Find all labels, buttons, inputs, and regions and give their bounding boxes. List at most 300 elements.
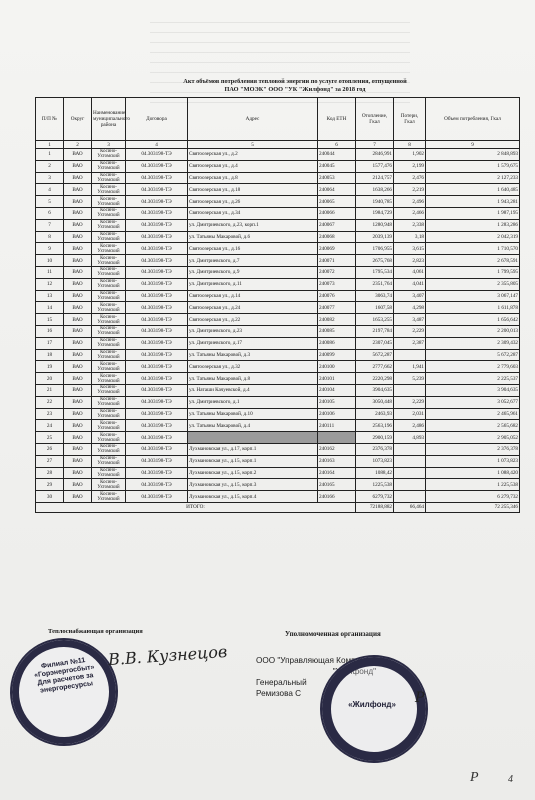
contract-cell: 04.303198-ТЭ (126, 314, 188, 326)
district-cell: ВАО (64, 432, 92, 444)
volume-cell: 2 779,603 (426, 361, 520, 373)
heating-cell: 2197,784 (356, 325, 394, 337)
municipal-area-cell: Косино-Ухтомский (92, 278, 126, 290)
address-cell: ул. Татьяны Макаровой, д.10 (188, 408, 318, 420)
losses-cell: 3,487 (394, 314, 426, 326)
table-row (36, 361, 520, 373)
column-number: 6 (318, 141, 356, 149)
address-cell: Святоозерская ул., д.18 (188, 184, 318, 196)
losses-cell (394, 479, 426, 491)
contract-cell: 04.303198-ТЭ (126, 491, 188, 503)
table-row (36, 196, 520, 208)
etn-code-cell: 240099 (318, 349, 356, 361)
heating-cell: 1225,538 (356, 479, 394, 491)
org-line-1: ООО "Управляющая Компания (256, 656, 374, 665)
losses-cell: 3,18 (394, 231, 426, 243)
contract-cell: 04.303198-ТЭ (126, 172, 188, 184)
address-cell: Лухмановская ул., д.17, корп.1 (188, 443, 318, 455)
supplier-signature: В.В. Кузнецов (107, 641, 228, 670)
etn-code-cell: 240101 (318, 373, 356, 385)
row-number: 13 (36, 290, 64, 302)
volume-cell: 1 611,878 (426, 302, 520, 314)
address-cell: Святоозерская ул., д.22 (188, 314, 318, 326)
heating-cell: 1984,729 (356, 207, 394, 219)
table-row (36, 349, 520, 361)
address-cell: Лухмановская ул., д.15, корп.3 (188, 479, 318, 491)
address-cell: Святоозерская ул., д.26 (188, 196, 318, 208)
table-row (36, 467, 520, 479)
contract-cell: 04.303198-ТЭ (126, 255, 188, 267)
document-title (60, 78, 530, 94)
volume-cell: 2 848,893 (426, 149, 520, 161)
municipal-area-cell: Косино-Ухтомский (92, 219, 126, 231)
table-row (36, 325, 520, 337)
contract-cell: 04.303198-ТЭ (126, 467, 188, 479)
address-cell: Святоозерская ул., д.24 (188, 302, 318, 314)
total-heating: 72188,882 (356, 502, 394, 512)
address-cell: Святоозерская ул., д.8 (188, 172, 318, 184)
municipal-area-cell: Косино-Ухтомский (92, 184, 126, 196)
heating-cell: 2900,159 (356, 432, 394, 444)
table-header-row (36, 98, 520, 141)
heating-cell: 1706,955 (356, 243, 394, 255)
corner-initials: Р (470, 770, 479, 785)
contract-cell: 04.303198-ТЭ (126, 408, 188, 420)
municipal-area-cell: Косино-Ухтомский (92, 455, 126, 467)
losses-cell: 1,902 (394, 149, 426, 161)
losses-cell: 4,893 (394, 432, 426, 444)
volume-cell: 1 943,281 (426, 196, 520, 208)
municipal-area-cell: Косино-Ухтомский (92, 384, 126, 396)
municipal-area-cell: Косино-Ухтомский (92, 361, 126, 373)
table-row (36, 243, 520, 255)
district-cell: ВАО (64, 266, 92, 278)
volume-cell: 1 088,420 (426, 467, 520, 479)
org-line-2: "Жилфонд" (332, 667, 376, 676)
row-number: 24 (36, 420, 64, 432)
row-number: 30 (36, 491, 64, 503)
table-row (36, 337, 520, 349)
district-cell: ВАО (64, 455, 92, 467)
losses-cell: 3,615 (394, 243, 426, 255)
losses-cell: 2,031 (394, 408, 426, 420)
column-header: Объем потребления, Гкал (426, 98, 520, 141)
contract-cell: 04.303198-ТЭ (126, 396, 188, 408)
etn-code-cell: 240068 (318, 231, 356, 243)
column-number: 1 (36, 141, 64, 149)
row-number: 10 (36, 255, 64, 267)
supplier-stamp-text: Филиал №11 «Горэнергосбыт» Для расчетов за энергоресурсы (33, 657, 95, 695)
losses-cell: 2,823 (394, 255, 426, 267)
column-header: Адрес (188, 98, 318, 141)
row-number: 18 (36, 349, 64, 361)
volume-cell: 1 710,570 (426, 243, 520, 255)
municipal-area-cell: Косино-Ухтомский (92, 396, 126, 408)
table-row (36, 207, 520, 219)
heating-cell: 3050,448 (356, 396, 394, 408)
address-cell: Святоозерская ул., д.34 (188, 207, 318, 219)
table-body (36, 149, 520, 503)
district-cell: ВАО (64, 325, 92, 337)
district-cell: ВАО (64, 278, 92, 290)
etn-code-cell: 240100 (318, 361, 356, 373)
table-row (36, 420, 520, 432)
contract-cell: 04.303198-ТЭ (126, 149, 188, 161)
municipal-area-cell: Косино-Ухтомский (92, 373, 126, 385)
authorized-org-stamp-icon (320, 655, 428, 763)
address-cell: Лухмановская ул., д.15, корп.2 (188, 467, 318, 479)
etn-code-cell: 240073 (318, 278, 356, 290)
heating-cell: 1653,255 (356, 314, 394, 326)
district-cell: ВАО (64, 149, 92, 161)
table-row (36, 184, 520, 196)
losses-cell: 2,229 (394, 325, 426, 337)
municipal-area-cell: Косино-Ухтомский (92, 160, 126, 172)
row-number: 23 (36, 408, 64, 420)
address-cell: Лухмановская ул., д.15, корп.1 (188, 455, 318, 467)
volume-cell: 2 225,537 (426, 373, 520, 385)
losses-cell: 2,466 (394, 207, 426, 219)
losses-cell: 2,219 (394, 184, 426, 196)
heating-cell: 2563,196 (356, 420, 394, 432)
address-cell: Святоозерская ул., д.2 (188, 149, 318, 161)
column-header: Потери, Гкал (394, 98, 426, 141)
heating-cell: 2220,298 (356, 373, 394, 385)
row-number: 3 (36, 172, 64, 184)
volume-cell: 2 565,682 (426, 420, 520, 432)
table-row (36, 491, 520, 503)
municipal-area-cell: Косино-Ухтомский (92, 243, 126, 255)
address-cell: ул. Дмитриевского, д.7 (188, 255, 318, 267)
losses-cell: 4,298 (394, 302, 426, 314)
table-row (36, 373, 520, 385)
contract-cell: 04.303198-ТЭ (126, 373, 188, 385)
etn-code-cell: 240071 (318, 255, 356, 267)
losses-cell: 2,199 (394, 160, 426, 172)
row-number: 22 (36, 396, 64, 408)
total-label: ИТОГО: (36, 502, 356, 512)
contract-cell: 04.303198-ТЭ (126, 443, 188, 455)
address-cell: ул. Дмитриевского, д.23, корп.1 (188, 219, 318, 231)
heating-cell: 1280,948 (356, 219, 394, 231)
address-cell: ул. Дмитриевского, д.1 (188, 396, 318, 408)
column-number: 2 (64, 141, 92, 149)
address-cell (188, 432, 318, 444)
district-cell: ВАО (64, 243, 92, 255)
address-cell: ул. Наташи Качуевской, д.4 (188, 384, 318, 396)
column-number: 5 (188, 141, 318, 149)
table-row (36, 290, 520, 302)
table-row (36, 219, 520, 231)
etn-code-cell: 240053 (318, 172, 356, 184)
district-cell: ВАО (64, 255, 92, 267)
total-losses: 66,464 (394, 502, 426, 512)
row-number: 9 (36, 243, 64, 255)
column-header: Отопление, Гкал (356, 98, 394, 141)
table-row (36, 396, 520, 408)
title-line-1: Акт объёмов потребления тепловой энергии по услуге отопления, отпущенной (183, 78, 407, 85)
volume-cell: 1 640,485 (426, 184, 520, 196)
volume-cell: 2 355,805 (426, 278, 520, 290)
heating-cell: 2039,139 (356, 231, 394, 243)
municipal-area-cell: Косино-Ухтомский (92, 420, 126, 432)
district-cell: ВАО (64, 337, 92, 349)
volume-cell: 3 904,635 (426, 384, 520, 396)
contract-cell: 04.303198-ТЭ (126, 184, 188, 196)
row-number: 27 (36, 455, 64, 467)
district-cell: ВАО (64, 196, 92, 208)
municipal-area-cell: Косино-Ухтомский (92, 172, 126, 184)
contract-cell: 04.303198-ТЭ (126, 337, 188, 349)
column-number: 8 (394, 141, 426, 149)
contract-cell: 04.303198-ТЭ (126, 432, 188, 444)
etn-code-cell: 240106 (318, 408, 356, 420)
row-number: 11 (36, 266, 64, 278)
table-row (36, 266, 520, 278)
table-row (36, 278, 520, 290)
contract-cell: 04.303198-ТЭ (126, 361, 188, 373)
heating-cell: 2846,991 (356, 149, 394, 161)
row-number: 5 (36, 196, 64, 208)
row-number: 29 (36, 479, 64, 491)
etn-code-cell: 240065 (318, 196, 356, 208)
org-line-3: Генеральный (256, 678, 307, 687)
municipal-area-cell: Косино-Ухтомский (92, 349, 126, 361)
municipal-area-cell: Косино-Ухтомский (92, 479, 126, 491)
municipal-area-cell: Косино-Ухтомский (92, 491, 126, 503)
municipal-area-cell: Косино-Ухтомский (92, 408, 126, 420)
etn-code-cell: 240111 (318, 420, 356, 432)
row-number: 25 (36, 432, 64, 444)
etn-code-cell: 240064 (318, 184, 356, 196)
volume-cell: 1 987,195 (426, 207, 520, 219)
contract-cell: 04.303198-ТЭ (126, 455, 188, 467)
column-header: Договора (126, 98, 188, 141)
column-number: 9 (426, 141, 520, 149)
address-cell: Лухмановская ул., д.15, корп.4 (188, 491, 318, 503)
heating-cell: 1940,785 (356, 196, 394, 208)
district-cell: ВАО (64, 172, 92, 184)
volume-cell: 2 465,961 (426, 408, 520, 420)
table-row (36, 443, 520, 455)
district-cell: ВАО (64, 160, 92, 172)
volume-cell: 1 225,538 (426, 479, 520, 491)
losses-cell: 2,496 (394, 196, 426, 208)
address-cell: Святоозерская ул., д.4 (188, 160, 318, 172)
district-cell: ВАО (64, 302, 92, 314)
address-cell: ул. Татьяны Макаровой, д.6 (188, 231, 318, 243)
district-cell: ВАО (64, 396, 92, 408)
municipal-area-cell: Косино-Ухтомский (92, 149, 126, 161)
address-cell: ул. Дмитриевского, д.9 (188, 266, 318, 278)
etn-code-cell: 240045 (318, 160, 356, 172)
table-row (36, 408, 520, 420)
losses-cell: 2,476 (394, 172, 426, 184)
district-cell: ВАО (64, 231, 92, 243)
etn-code-cell: 240077 (318, 302, 356, 314)
contract-cell: 04.303198-ТЭ (126, 266, 188, 278)
heating-cell: 3063,74 (356, 290, 394, 302)
losses-cell: 1,941 (394, 361, 426, 373)
municipal-area-cell: Косино-Ухтомский (92, 432, 126, 444)
losses-cell: 2,338 (394, 219, 426, 231)
contract-cell: 04.303198-ТЭ (126, 302, 188, 314)
etn-code-cell: 240165 (318, 479, 356, 491)
table-row (36, 160, 520, 172)
address-cell: ул. Дмитриевского, д.23 (188, 325, 318, 337)
authorized-org-stamp-text: «Жилфонд» (348, 700, 396, 709)
volume-cell: 3 052,677 (426, 396, 520, 408)
municipal-area-cell: Косино-Ухтомский (92, 231, 126, 243)
column-header: П/П № (36, 98, 64, 141)
volume-cell: 6 279,732 (426, 491, 520, 503)
losses-cell: 4,061 (394, 266, 426, 278)
row-number: 8 (36, 231, 64, 243)
district-cell: ВАО (64, 184, 92, 196)
volume-cell: 2 309,432 (426, 337, 520, 349)
table-row (36, 314, 520, 326)
contract-cell: 04.303198-ТЭ (126, 384, 188, 396)
contract-cell: 04.303198-ТЭ (126, 243, 188, 255)
etn-code-cell: 240104 (318, 384, 356, 396)
losses-cell: 5,239 (394, 373, 426, 385)
district-cell: ВАО (64, 373, 92, 385)
row-number: 7 (36, 219, 64, 231)
heating-cell: 1088,42 (356, 467, 394, 479)
district-cell: ВАО (64, 361, 92, 373)
row-number: 1 (36, 149, 64, 161)
etn-code-cell (318, 432, 356, 444)
heating-cell: 2777,662 (356, 361, 394, 373)
district-cell: ВАО (64, 290, 92, 302)
losses-cell (394, 349, 426, 361)
row-number: 12 (36, 278, 64, 290)
etn-code-cell: 240166 (318, 491, 356, 503)
etn-code-cell: 240082 (318, 314, 356, 326)
table-row (36, 384, 520, 396)
row-number: 14 (36, 302, 64, 314)
table-row (36, 432, 520, 444)
column-header: Округ (64, 98, 92, 141)
etn-code-cell: 240069 (318, 243, 356, 255)
title-line-2: ПАО "МОЭК" ООО "УК "Жилфонд" за 2018 год (224, 86, 366, 93)
address-cell: ул. Татьяны Макаровой, д.8 (188, 373, 318, 385)
municipal-area-cell: Косино-Ухтомский (92, 325, 126, 337)
table-row (36, 231, 520, 243)
volume-cell: 1 656,642 (426, 314, 520, 326)
volume-cell: 2 127,233 (426, 172, 520, 184)
municipal-area-cell: Косино-Ухтомский (92, 302, 126, 314)
column-number: 3 (92, 141, 126, 149)
heating-cell: 3904,635 (356, 384, 394, 396)
volume-cell: 1 073,823 (426, 455, 520, 467)
row-number: 20 (36, 373, 64, 385)
address-cell: ул. Татьяны Макаровой, д.3 (188, 349, 318, 361)
district-cell: ВАО (64, 491, 92, 503)
contract-cell: 04.303198-ТЭ (126, 278, 188, 290)
org-line-4: Ремизова С (256, 689, 302, 698)
etn-code-cell: 240085 (318, 325, 356, 337)
contract-cell: 04.303198-ТЭ (126, 479, 188, 491)
losses-cell: 2,486 (394, 420, 426, 432)
losses-cell (394, 384, 426, 396)
etn-code-cell: 240072 (318, 266, 356, 278)
total-volume: 72 255,346 (426, 502, 520, 512)
row-number: 16 (36, 325, 64, 337)
heating-cell: 2351,764 (356, 278, 394, 290)
table-row (36, 255, 520, 267)
etn-code-cell: 240164 (318, 467, 356, 479)
authorized-org-signature: Р (415, 690, 425, 706)
losses-cell: 2,229 (394, 396, 426, 408)
volume-cell: 2 376,378 (426, 443, 520, 455)
contract-cell: 04.303198-ТЭ (126, 207, 188, 219)
district-cell: ВАО (64, 408, 92, 420)
municipal-area-cell: Косино-Ухтомский (92, 314, 126, 326)
district-cell: ВАО (64, 443, 92, 455)
contract-cell: 04.303198-ТЭ (126, 231, 188, 243)
municipal-area-cell: Косино-Ухтомский (92, 290, 126, 302)
column-number: 4 (126, 141, 188, 149)
address-cell: ул. Дмитриевского, д.11 (188, 278, 318, 290)
municipal-area-cell: Косино-Ухтомский (92, 467, 126, 479)
municipal-area-cell: Косино-Ухтомский (92, 255, 126, 267)
address-cell: ул. Дмитриевского, д.17 (188, 337, 318, 349)
row-number: 2 (36, 160, 64, 172)
district-cell: ВАО (64, 479, 92, 491)
heating-cell: 1073,823 (356, 455, 394, 467)
heating-cell: 1638,266 (356, 184, 394, 196)
heating-cell: 2463,93 (356, 408, 394, 420)
row-number: 17 (36, 337, 64, 349)
etn-code-cell: 240162 (318, 443, 356, 455)
district-cell: ВАО (64, 219, 92, 231)
heating-cell: 2124,757 (356, 172, 394, 184)
heating-cell: 5672,287 (356, 349, 394, 361)
losses-cell: 3,407 (394, 290, 426, 302)
etn-code-cell: 240105 (318, 396, 356, 408)
etn-code-cell: 240067 (318, 219, 356, 231)
address-cell: Святоозерская ул., д.16 (188, 243, 318, 255)
address-cell: Святоозерская ул., д.14 (188, 290, 318, 302)
page-number: 4 (508, 774, 513, 785)
etn-code-cell: 240044 (318, 149, 356, 161)
district-cell: ВАО (64, 384, 92, 396)
table-row (36, 455, 520, 467)
table-row (36, 172, 520, 184)
district-cell: ВАО (64, 467, 92, 479)
etn-code-cell: 240086 (318, 337, 356, 349)
volume-cell: 1 799,595 (426, 266, 520, 278)
heating-cell: 2307,045 (356, 337, 394, 349)
total-row (36, 502, 520, 512)
etn-code-cell: 240163 (318, 455, 356, 467)
contract-cell: 04.303198-ТЭ (126, 420, 188, 432)
row-number: 4 (36, 184, 64, 196)
volume-cell: 1 579,675 (426, 160, 520, 172)
table-row (36, 479, 520, 491)
column-header: Код ЕТН (318, 98, 356, 141)
municipal-area-cell: Косино-Ухтомский (92, 337, 126, 349)
consumption-table (35, 97, 520, 513)
losses-cell (394, 443, 426, 455)
row-number: 21 (36, 384, 64, 396)
supplier-label: Теплоснабжающая организация (48, 628, 143, 635)
column-number-row (36, 141, 520, 149)
column-number: 7 (356, 141, 394, 149)
contract-cell: 04.303198-ТЭ (126, 325, 188, 337)
volume-cell: 2 042,319 (426, 231, 520, 243)
